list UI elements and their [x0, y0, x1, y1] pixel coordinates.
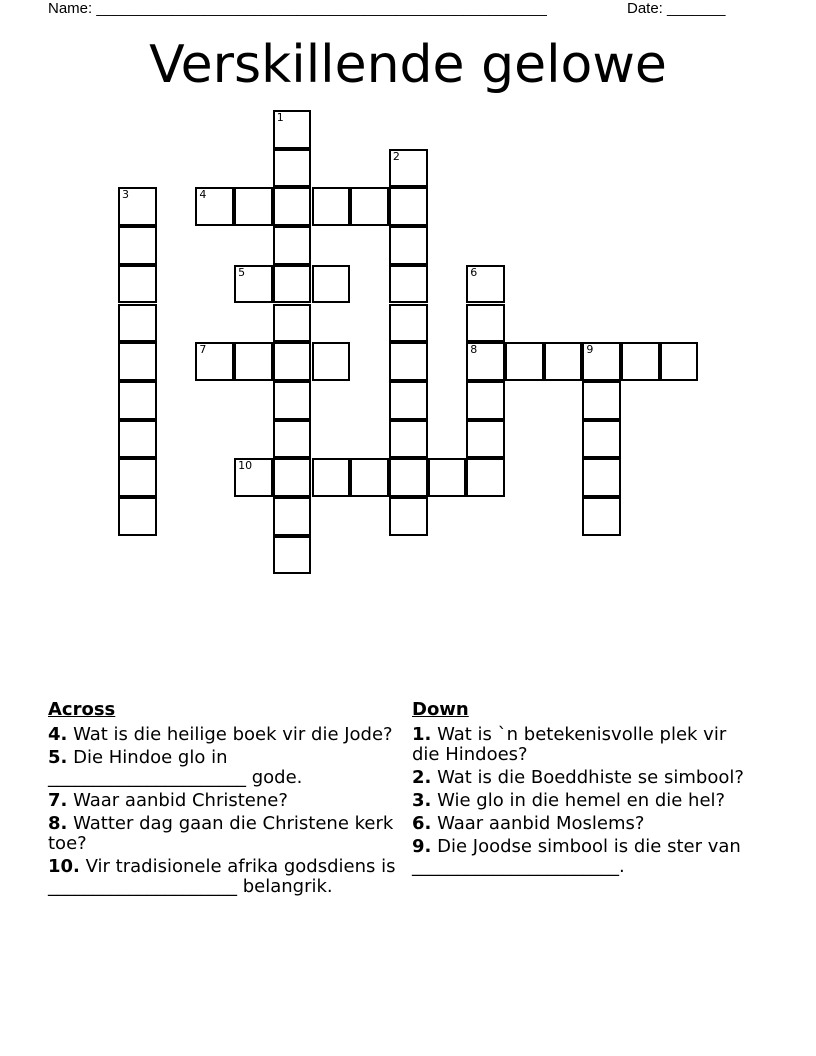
across-clue [48, 857, 403, 897]
clue-number: 4. [48, 724, 68, 745]
crossword-cell[interactable] [118, 304, 157, 343]
crossword-cell[interactable] [660, 342, 699, 381]
crossword-cell[interactable] [273, 226, 312, 265]
crossword-cell[interactable] [195, 187, 234, 226]
clue-text: Waar aanbid Christene? [67, 790, 288, 811]
down-clue [412, 768, 757, 788]
crossword-cell[interactable] [350, 458, 389, 497]
crossword-cell[interactable] [466, 265, 505, 304]
cell-number: 3 [122, 188, 129, 202]
crossword-cell[interactable] [273, 342, 312, 381]
crossword-cell[interactable] [621, 342, 660, 381]
crossword-cell[interactable] [582, 497, 621, 536]
crossword-cell[interactable] [118, 187, 157, 226]
across-clue [48, 791, 403, 811]
crossword-cell[interactable] [466, 420, 505, 459]
crossword-cell[interactable] [312, 458, 351, 497]
crossword-cell[interactable] [195, 342, 234, 381]
clue-number: 5. [48, 747, 68, 768]
crossword-cell[interactable] [312, 187, 351, 226]
crossword-cell[interactable] [389, 226, 428, 265]
crossword-cell[interactable] [273, 458, 312, 497]
down-clue [412, 837, 757, 877]
crossword-cell[interactable] [312, 265, 351, 304]
crossword-cell[interactable] [118, 265, 157, 304]
clue-text: Wie glo in die hemel en die hel? [431, 790, 726, 811]
crossword-cell[interactable] [466, 304, 505, 343]
crossword-cell[interactable] [118, 497, 157, 536]
crossword-cell[interactable] [234, 265, 273, 304]
crossword-cell[interactable] [118, 458, 157, 497]
crossword-cell[interactable] [389, 381, 428, 420]
crossword-cell[interactable] [273, 110, 312, 149]
crossword-cell[interactable] [582, 342, 621, 381]
crossword-cell[interactable] [582, 420, 621, 459]
cell-number: 4 [199, 188, 207, 202]
name-line: Name: ______________________________________________________ [48, 0, 547, 17]
crossword-cell[interactable] [273, 381, 312, 420]
clue-text: Wat is die Boeddhiste se simbool? [431, 767, 744, 788]
clue-text: Wat is `n betekenisvolle plek vir die Hindoes? [412, 724, 727, 765]
crossword-cell[interactable] [350, 187, 389, 226]
crossword-cell[interactable] [118, 381, 157, 420]
clue-text: Vir tradisionele afrika godsdiens is _____________________ belangrik. [48, 856, 396, 897]
cell-number: 8 [470, 343, 478, 357]
crossword-cell[interactable] [234, 458, 273, 497]
clue-number: 2. [412, 767, 432, 788]
clue-text: Die Joodse simbool is die ster van _______________________. [412, 836, 741, 877]
crossword-cell[interactable] [273, 149, 312, 188]
crossword-cell[interactable] [389, 342, 428, 381]
crossword-cell[interactable] [273, 420, 312, 459]
crossword-cell[interactable] [389, 304, 428, 343]
clue-number: 10. [48, 856, 80, 877]
cell-number: 6 [470, 265, 478, 279]
cell-number: 7 [199, 343, 207, 357]
clue-number: 6. [412, 813, 432, 834]
across-clues [48, 700, 403, 900]
across-heading: Across [48, 699, 116, 720]
crossword-cell[interactable] [312, 342, 351, 381]
crossword-cell[interactable] [234, 187, 273, 226]
cell-number: 5 [238, 265, 246, 279]
down-clue [412, 814, 757, 834]
crossword-cell[interactable] [389, 187, 428, 226]
crossword-cell[interactable] [389, 497, 428, 536]
down-heading: Down [412, 699, 469, 720]
crossword-cell[interactable] [505, 342, 544, 381]
crossword-cell[interactable] [582, 458, 621, 497]
crossword-cell[interactable] [273, 265, 312, 304]
crossword-cell[interactable] [544, 342, 583, 381]
crossword-cell[interactable] [466, 458, 505, 497]
cell-number: 9 [586, 343, 594, 357]
clue-number: 1. [412, 724, 432, 745]
crossword-cell[interactable] [273, 497, 312, 536]
crossword-cell[interactable] [428, 458, 467, 497]
across-clue [48, 748, 403, 788]
crossword-cell[interactable] [582, 381, 621, 420]
crossword-cell[interactable] [273, 304, 312, 343]
clue-number: 3. [412, 790, 432, 811]
crossword-cell[interactable] [273, 187, 312, 226]
cell-number: 10 [238, 459, 253, 473]
crossword-cell[interactable] [466, 381, 505, 420]
clue-text: Waar aanbid Moslems? [431, 813, 645, 834]
crossword-cell[interactable] [234, 342, 273, 381]
across-clue [48, 725, 403, 745]
cell-number: 1 [276, 111, 284, 124]
clue-text: Watter dag gaan die Christene kerk toe? [48, 813, 394, 854]
down-clue [412, 791, 757, 811]
crossword-cell[interactable] [118, 226, 157, 265]
clue-number: 8. [48, 813, 68, 834]
clue-text: Die Hindoe glo in ______________________ gode. [48, 747, 303, 788]
page-title: Verskillende gelowe [149, 35, 667, 95]
crossword-cell[interactable] [466, 342, 505, 381]
crossword-cell[interactable] [389, 149, 428, 188]
crossword-cell[interactable] [389, 265, 428, 304]
crossword-cell[interactable] [389, 420, 428, 459]
date-line: Date: _______ [627, 0, 726, 17]
clue-text: Wat is die heilige boek vir die Jode? [67, 724, 393, 745]
crossword-cell[interactable] [118, 342, 157, 381]
across-clue [48, 814, 403, 854]
clue-number: 9. [412, 836, 432, 857]
down-clue [412, 725, 757, 765]
crossword-cell[interactable] [273, 536, 312, 575]
clue-number: 7. [48, 790, 68, 811]
cell-number: 2 [392, 149, 400, 163]
crossword-cell[interactable] [118, 420, 157, 459]
crossword-cell[interactable] [389, 458, 428, 497]
down-clues [412, 700, 757, 880]
